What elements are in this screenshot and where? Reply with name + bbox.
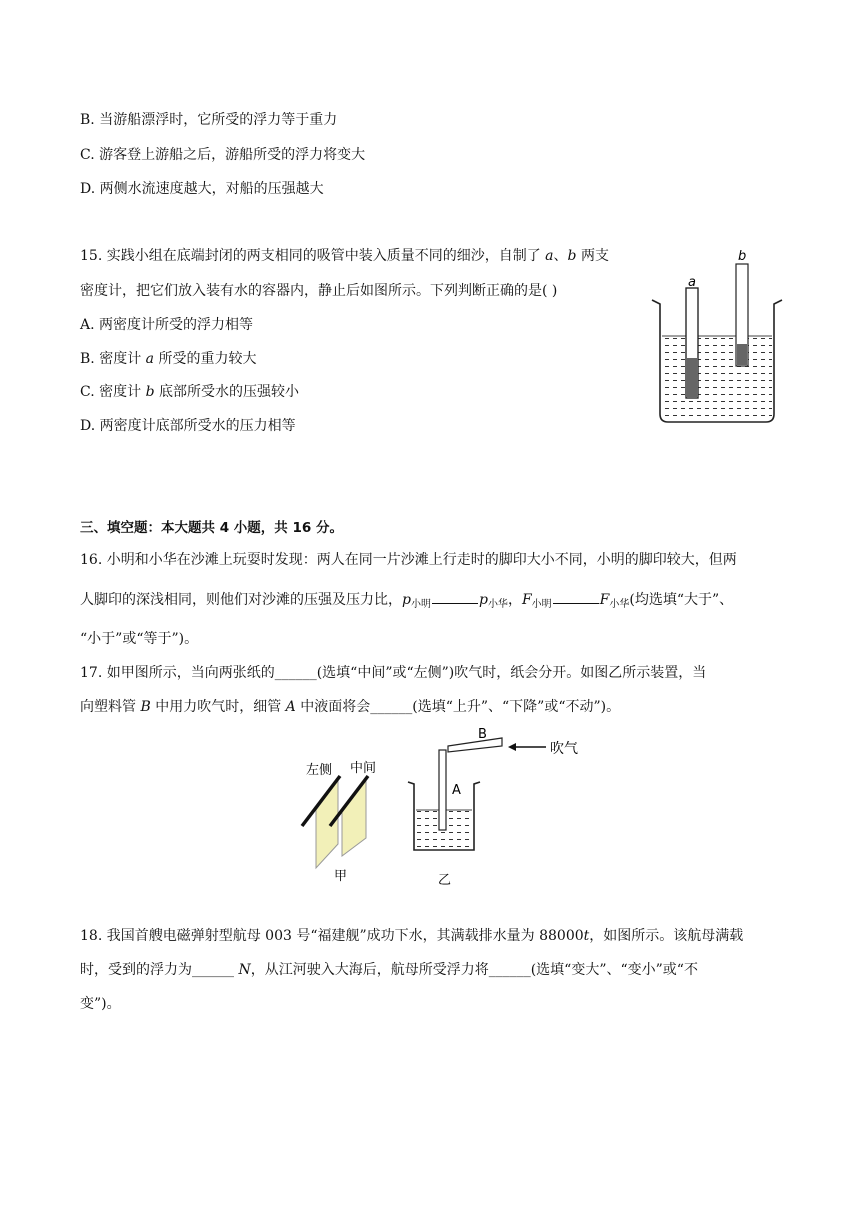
label-blow: 吹气: [550, 741, 578, 757]
q16-line2: 人脚印的深浅相同，则他们对沙滩的压强及压力比，$p_{小明}$ $p_{小华}$，$F_{小明}$ $F_{小华}$(均选填“大于”、: [80, 592, 734, 610]
q17-figure-jia: [296, 752, 392, 888]
q18-line2: 时，受到的浮力为______ N，从江河驶入大海后，航母所受浮力将______(选填“变大”、“变小”或“不: [80, 962, 698, 978]
sand-b: [737, 344, 747, 365]
label-middle: 中间: [350, 761, 377, 776]
q17-line2: 向塑料管 B 中用力吹气时，细管 A 中液面将会______(选填“上升”、“下降”或“不动”)。: [80, 699, 621, 715]
tube-b: [448, 738, 502, 752]
blank-pressure[interactable]: [432, 591, 478, 604]
q15-stem-line1: 15. 实践小组在底端封闭的两支相同的吸管中装入质量不同的细沙，自制了 a、b 两支: [80, 248, 609, 264]
q15-option-a: A. 两密度计所受的浮力相等: [80, 317, 254, 333]
q17-figure-yi: [400, 724, 590, 892]
q15-option-d: D. 两密度计底部所受水的压力相等: [80, 418, 296, 434]
q14-option-d: D. 两侧水流速度越大，对船的压强越大: [80, 181, 324, 197]
q15-option-c: C. 密度计 b 底部所受水的压强较小: [80, 384, 299, 400]
label-a-tube: A: [452, 783, 461, 798]
label-b: b: [738, 249, 747, 264]
q15-beaker-figure: [648, 244, 788, 428]
q17-line1: 17. 如甲图所示，当向两张纸的______(选填“中间”或“左侧”)吹气时，纸会分开。如图乙所示装置，当: [80, 665, 707, 681]
caption-jia: 甲: [334, 869, 348, 884]
q16-line1: 16. 小明和小华在沙滩上玩耍时发现：两人在同一片沙滩上行走时的脚印大小不同，小明的脚印较大，但两: [80, 552, 737, 568]
tube-a: [439, 750, 446, 830]
sand-a: [687, 358, 697, 397]
q18-line3: 变”)。: [80, 996, 121, 1012]
q18-line1: 18. 我国首艘电磁弹射型航母 003 号“福建舰”成功下水，其满载排水量为 88000t，如图所示。该航母满载: [80, 928, 744, 944]
water: [662, 336, 772, 416]
q14-option-b: B. 当游船漂浮时，它所受的浮力等于重力: [80, 112, 338, 128]
arrow-icon: [508, 743, 516, 751]
q15-stem-line2: 密度计，把它们放入装有水的容器内，静止后如图所示。下列判断正确的是( ): [80, 283, 558, 299]
label-b-tube: B: [478, 727, 487, 742]
caption-yi: 乙: [438, 873, 452, 888]
section-heading: 三、填空题：本大题共 4 小题，共 16 分。: [80, 520, 343, 536]
q16-line3: “小于”或“等于”)。: [80, 631, 199, 647]
q15-option-b: B. 密度计 a 所受的重力较大: [80, 351, 257, 367]
label-left-side: 左侧: [306, 763, 333, 778]
paper-right: [342, 780, 366, 856]
q14-option-c: C. 游客登上游船之后，游船所受的浮力将变大: [80, 147, 366, 163]
blank-force[interactable]: [553, 591, 599, 604]
label-a: a: [688, 275, 696, 290]
